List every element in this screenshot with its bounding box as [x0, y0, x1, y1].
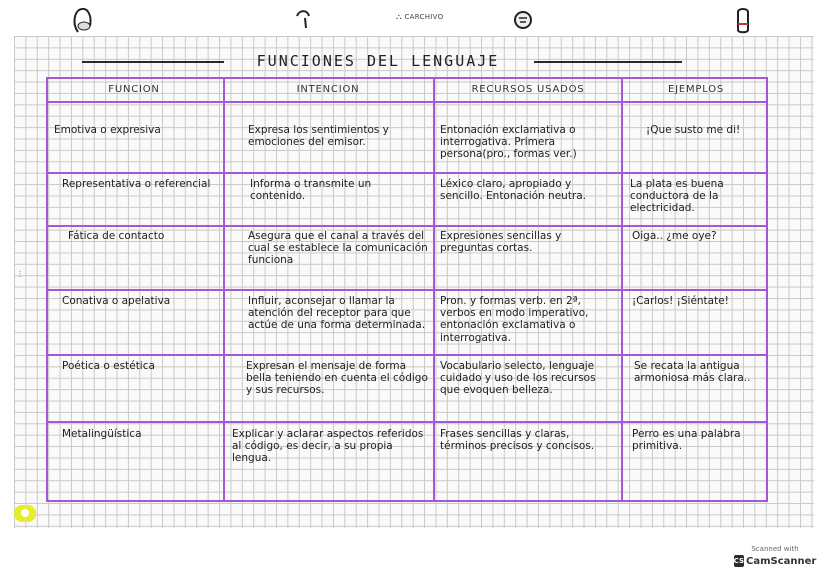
scanner-name: CamScanner [745, 555, 817, 567]
row-2-intencion: Informa o transmite un contenido. [250, 178, 372, 203]
header-intencion: INTENCIÓN [296, 84, 360, 95]
row-divider [48, 354, 766, 356]
row-5-intencion: Expresan el mensaje de forma bella teniendo en cuenta el código y sus recursos. [246, 360, 428, 397]
row-1-funcion: Emotiva o expresiva [54, 124, 161, 136]
row-2-ejemplos: La plata es buena conductora de la electricidad. [630, 178, 724, 215]
paper-brand: ⛬ CARCHIVO [396, 12, 444, 21]
header-recursos: RECURSOS USADOS [471, 84, 585, 95]
title-rule-right [534, 61, 682, 63]
row-3-funcion: Fática de contacto [68, 230, 165, 242]
row-3-recursos: Expresiones sencillas y preguntas cortas. [440, 230, 562, 255]
title-text: FUNCIONES DEL LENGUAJE [256, 52, 500, 70]
row-divider [48, 289, 766, 291]
row-4-funcion: Conativa o apelativa [62, 295, 171, 307]
row-4-ejemplos: ¡Carlos! ¡Siéntate! [632, 295, 729, 307]
brand-name: CARCHIVO [404, 13, 444, 21]
row-4-intencion: Influir, aconsejar o llamar la atención del receptor para que actúe de una forma determinada. [248, 295, 426, 332]
row-6-recursos: Frases sencillas y claras, términos precisos y concisos. [440, 428, 595, 453]
row-2-funcion: Representativa o referencial [62, 178, 211, 190]
row-divider [48, 421, 766, 423]
row-1-intencion: Expresa los sentimientos y emociones del emisor. [248, 124, 389, 149]
row-5-ejemplos: Se recata la antigua armoniosa más clara.. [634, 360, 751, 385]
row-3-intencion: Asegura que el canal a través del cual se establece la comunicación funciona [248, 230, 428, 267]
row-4-recursos: Pron. y formas verb. en 2ª, verbos en modo imperativo, entonación exclamativa o interrogativa. [440, 295, 589, 344]
row-1-recursos: Entonación exclamativa o interrogativa. Primera persona(pro., formas ver.) [440, 124, 577, 161]
ring-icon [72, 6, 94, 34]
scanner-label: Scanned with [751, 545, 799, 553]
ring-icon [732, 6, 754, 34]
row-3-ejemplos: Oiga.. ¿me oye? [632, 230, 717, 242]
ring-icon [512, 6, 534, 34]
header-ejemplos: EJEMPLOS [667, 84, 725, 95]
title-rule-left [82, 61, 224, 63]
row-5-recursos: Vocabulario selecto, lenguaje cuidado y uso de los recursos que evoquen belleza. [440, 360, 596, 397]
header-funcion: FUNCIÓN [108, 84, 160, 95]
row-1-ejemplos: ¡Que susto me di! [646, 124, 741, 136]
row-divider [48, 172, 766, 174]
ring-icon [292, 6, 314, 34]
functions-table [46, 77, 768, 502]
row-6-intencion: Explicar y aclarar aspectos referidos al código, es decir, a su propia lengua. [232, 428, 424, 465]
camscanner-logo-icon: CS [733, 557, 744, 565]
side-mark: ··· [15, 270, 24, 278]
camscanner-watermark [735, 545, 815, 575]
row-divider [48, 225, 766, 227]
row-6-ejemplos: Perro es una palabra primitiva. [632, 428, 741, 453]
row-divider [48, 101, 766, 103]
row-5-funcion: Poética o estética [62, 360, 155, 372]
row-2-recursos: Léxico claro, apropiado y sencillo. Entonación neutra. [440, 178, 587, 203]
page-title [82, 52, 682, 70]
scanner-brand [735, 555, 815, 567]
highlight-badge [14, 505, 36, 522]
row-6-funcion: Metalingüística [62, 428, 142, 440]
